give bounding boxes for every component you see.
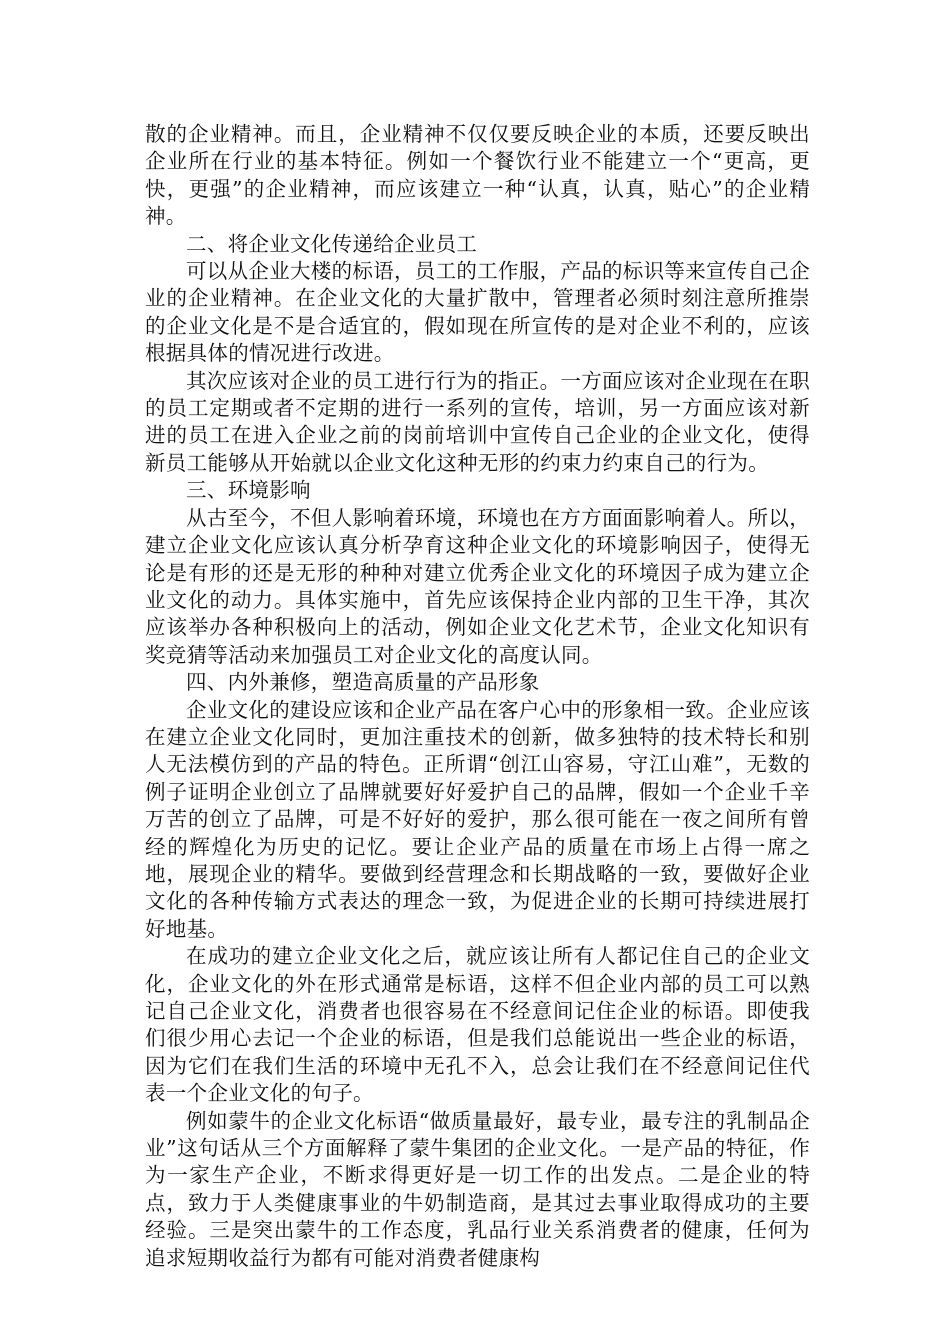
section-heading-3: 三、环境影响: [186, 478, 311, 503]
paragraph-employee-behavior: 其次应该对企业的员工进行行为的指正。一方面应该对企业现在在职的员工定期或者不定期的进行一系列的宣传，培训，另一方面应该对新进的员工在进入企业之前的岗前培训中宣传自己企业的企业文化，使得新员工能够从开始就以企业文化这种无形的约束力约束自己的行为。: [145, 368, 810, 475]
paragraph-product-image: 企业文化的建设应该和企业产品在客户心中的形象相一致。企业应该在建立企业文化同时，更加注重技术的创新，做多独特的技术特长和别人无法模仿到的产品的特色。正所谓“创江山容易，守江山难”，无数的例子证明企业创立了品牌就要好好爱护自己的品牌，假如一个企业千辛万苦的创立了品牌，可是不好好的爱护，那么很可能在一夜之间所有曾经的辉煌化为历史的记忆。要让企业产品的质量在市场上占得一席之地，展现企业的精华。要做到经营理念和长期战略的一致，要做好企业文化的各种传输方式表达的理念一致，为促进企业的长期可持续进展打好地基。: [145, 697, 810, 941]
paragraph-environment: 从古至今，不但人影响着环境，环境也在方方面面影响着人。所以，建立企业文化应该认真分析孕育这种企业文化的环境影响因子，使得无论是有形的还是无形的种种对建立优秀企业文化的环境因子成为建立企业文化的动力。具体实施中，首先应该保持企业内部的卫生干净，其次应该举办各种积极向上的活动，例如企业文化艺术节，企业文化知识有奖竞猜等活动来加强员工对企业文化的高度认同。: [145, 505, 810, 667]
paragraph-mengniu-example: 例如蒙牛的企业文化标语“做质量最好，最专业，最专注的乳制品企业”这句话从三个方面解释了蒙牛集团的企业文化。一是产品的特征，作为一家生产企业，不断求得更好是一切工作的出发点。二是企业的特点，致力于人类健康事业的牛奶制造商，是其过去事业取得成功的主要经验。三是突出蒙牛的工作态度，乳品行业关系消费者的健康，任何为追求短期收益行为都有可能对消费者健康构: [145, 1108, 810, 1270]
section-heading-2: 二、将企业文化传递给企业员工: [186, 231, 478, 256]
section-heading-4: 四、内外兼修，塑造高质量的产品形象: [186, 670, 540, 695]
paragraph-remember-culture: 在成功的建立企业文化之后，就应该让所有人都记住自己的企业文化，企业文化的外在形式通常是标语，这样不但企业内部的员工可以熟记自己企业文化，消费者也很容易在不经意间记住企业的标语。即使我们很少用心去记一个企业的标语，但是我们总能说出一些企业的标语，因为它们在我们生活的环境中无孔不入，总会让我们在不经意间记住代表一个企业文化的句子。: [145, 944, 810, 1106]
paragraph-enterprise-spirit-end: 散的企业精神。而且，企业精神不仅仅要反映企业的本质，还要反映出企业所在行业的基本特征。例如一个餐饮行业不能建立一个“更高，更快，更强”的企业精神，而应该建立一种“认真，认真，贴心”的企业精神。: [145, 122, 810, 229]
document-body: [145, 121, 810, 1272]
paragraph-slogan-propagation: 可以从企业大楼的标语，员工的工作服，产品的标识等来宣传自己企业的企业精神。在企业文化的大量扩散中，管理者必须时刻注意所推崇的企业文化是不是合适宜的，假如现在所宣传的是对企业不利的，应该根据具体的情况进行改进。: [145, 259, 810, 366]
